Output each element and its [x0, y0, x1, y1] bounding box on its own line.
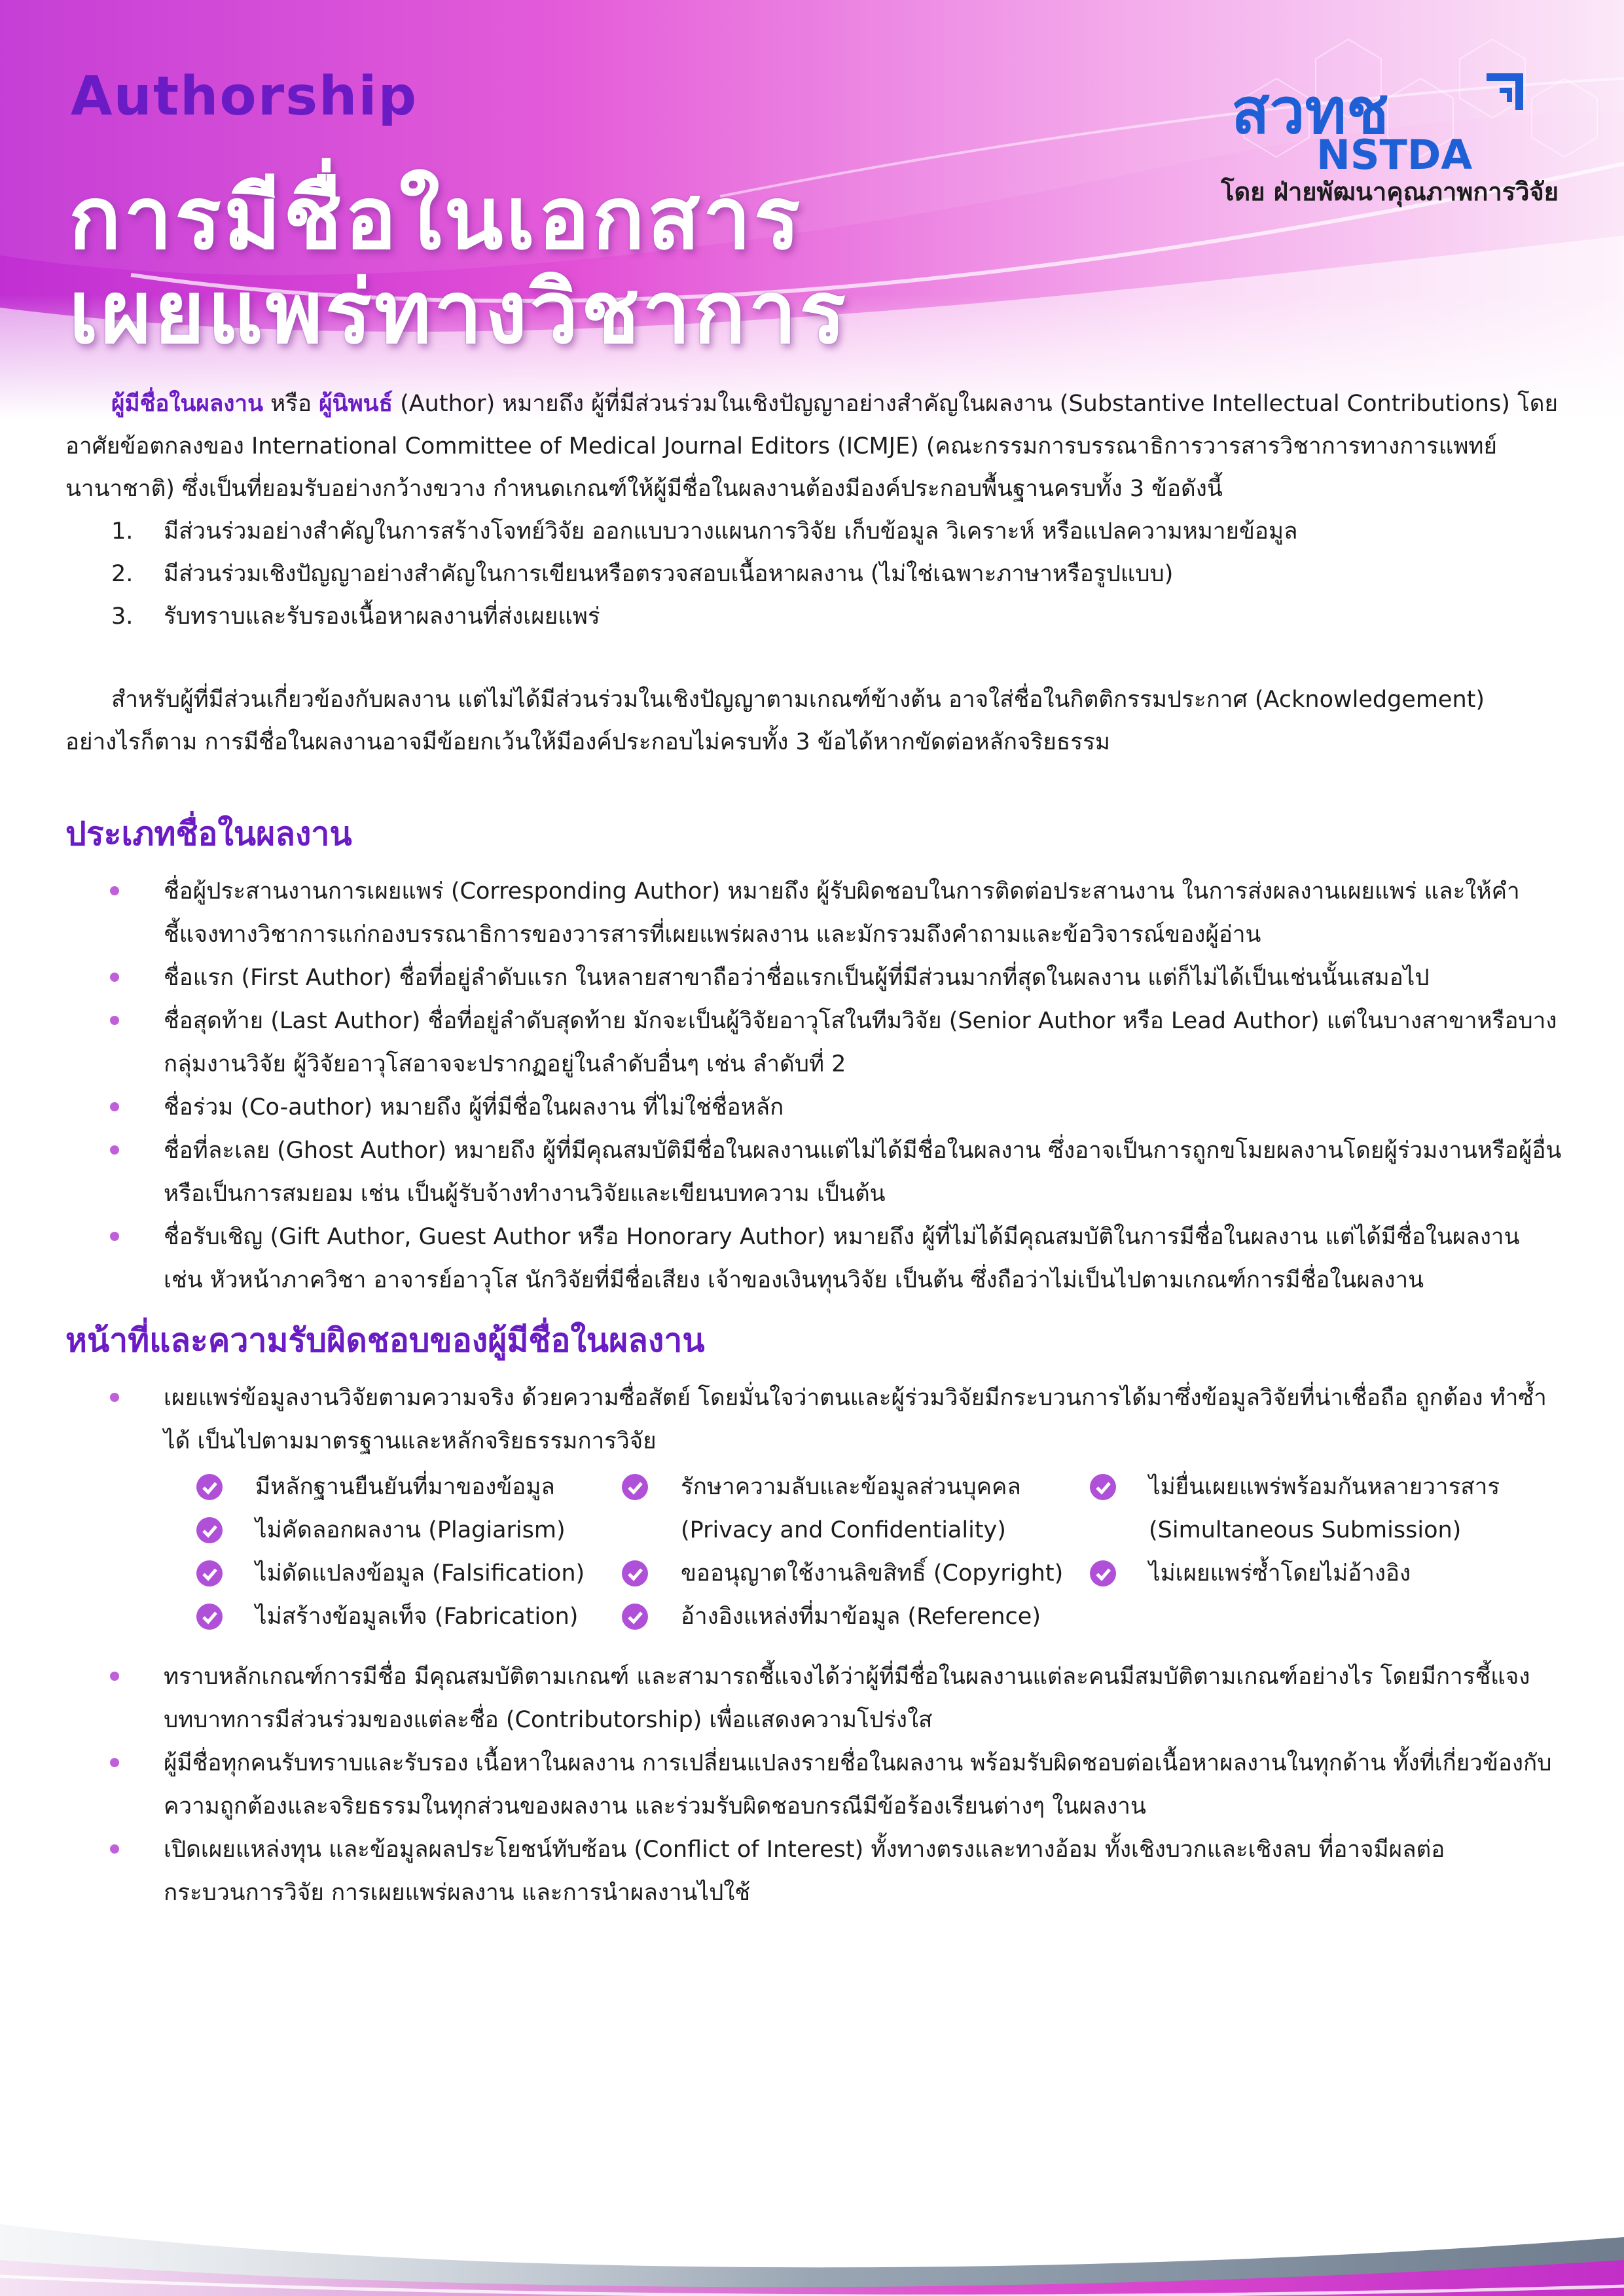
term-author-th: ผู้มีชื่อในผลงาน [111, 391, 263, 417]
check-circle-icon [1090, 1560, 1116, 1587]
content [65, 383, 1564, 1914]
check-item: มีหลักฐานยืนยันที่มาของข้อมูล [196, 1465, 555, 1509]
intro-body: (Author) หมายถึง ผู้ที่มีส่วนร่วมในเชิงปัญญาอย่างสำคัญในผลงาน (Substantive Intellectual Contributions) โดยอาศัยข้อตกลงของ International Committee of Medical Journal Editors (ICMJE) (คณะกรรมการบรรณาธิการวารสารวิชาการทางการแพทย์นานาชาติ) ซึ่งเป็นที่ยอมรับอย่างกว้างขวาง กำหนดเกณฑ์ให้ผู้มีชื่อในผลงานต้องมีองค์ประกอบพื้นฐานครบทั้ง 3 ข้อดังนี้ [65, 391, 1559, 502]
check-circle-icon [1090, 1474, 1116, 1500]
criteria-item: 1. มีส่วนร่วมอย่างสำคัญในการสร้างโจทย์วิจัย ออกแบบวางแผนการวิจัย เก็บข้อมูล วิเคราะห์ หรือแปลความหมายข้อมูล [111, 518, 1298, 545]
criteria-item: 2. มีส่วนร่วมเชิงปัญญาอย่างสำคัญในการเขียนหรือตรวจสอบเนื้อหาผลงาน (ไม่ใช่เฉพาะภาษาหรือรูปแบบ) [111, 561, 1174, 587]
title-th-line2: เผยแพร่ทางวิชาการ [69, 262, 849, 363]
checklist [65, 1465, 1564, 1629]
check-item: รักษาความลับและข้อมูลส่วนบุคคล (Privacy and Confidentiality) [622, 1465, 1021, 1552]
check-item: ไม่เผยแพร่ซ้ำโดยไม่อ้างอิง [1090, 1552, 1411, 1595]
list-item: เผยแพร่ข้อมูลงานวิจัยตามความจริง ด้วยความซื่อสัตย์ โดยมั่นใจว่าตนและผู้ร่วมวิจัยมีกระบวนการได้มาซึ่งข้อมูลวิจัยที่น่าเชื่อถือ ถูกต้อง ทำซ้ำได้ เป็นไปตามมาตรฐานและหลักจริยธรรมการวิจัย [65, 1376, 1564, 1463]
list-item: ชื่อแรก (First Author) ชื่อที่อยู่ลำดับแรก ในหลายสาขาถือว่าชื่อแรกเป็นผู้ที่มีส่วนมากที่สุดในผลงาน แต่ก็ไม่ได้เป็นเช่นนั้นเสมอไป [65, 956, 1564, 999]
list-item: ชื่อร่วม (Co-author) หมายถึง ผู้ที่มีชื่อในผลงาน ที่ไม่ใช่ชื่อหลัก [65, 1086, 1564, 1129]
intro-paragraph [65, 383, 1564, 511]
check-circle-icon [622, 1474, 648, 1500]
title-th-line1: การมีชื่อในเอกสาร [69, 168, 803, 269]
types-list [65, 870, 1564, 1302]
list-item: เปิดเผยแหล่งทุน และข้อมูลผลประโยชน์ทับซ้อน (Conflict of Interest) ทั้งทางตรงและทางอ้อม ทั้งเชิงบวกและเชิงลบ ที่อาจมีผลต่อกระบวนการวิจัย การเผยแพร่ผลงาน และการนำผลงานไปใช้ [65, 1828, 1564, 1914]
organization: โดย ฝ่ายพัฒนาคุณภาพการวิจัย [1221, 177, 1559, 206]
check-circle-icon [622, 1604, 648, 1630]
list-item: ชื่อที่ละเลย (Ghost Author) หมายถึง ผู้ที่มีคุณสมบัติมีชื่อในผลงานแต่ไม่ได้มีชื่อในผลงาน ซึ่งอาจเป็นการถูกขโมยผลงานโดยผู้ร่วมงานหรือผู้อื่นหรือเป็นการสมยอม เช่น เป็นผู้รับจ้างทำงานวิจัยและเขียนบทความ เป็นต้น [65, 1129, 1564, 1215]
title-en: Authorship [71, 65, 418, 128]
footer-decoration [0, 2145, 1624, 2296]
types-heading: ประเภทชื่อในผลงาน [65, 815, 352, 853]
duties-list [65, 1376, 1564, 1463]
check-item: ขออนุญาตใช้งานลิขสิทธิ์ (Copyright) [622, 1552, 1063, 1595]
list-item: ชื่อสุดท้าย (Last Author) ชื่อที่อยู่ลำดับสุดท้าย มักจะเป็นผู้วิจัยอาวุโสในทีมวิจัย (Senior Author หรือ Lead Author) แต่ในบางสาขาหรือบางกลุ่มงานวิจัย ผู้วิจัยอาวุโสอาจจะปรากฏอยู่ในลำดับอื่นๆ เช่น ลำดับที่ 2 [65, 999, 1564, 1086]
logo-en-text: NSTDA [1316, 131, 1473, 179]
list-item: ทราบหลักเกณฑ์การมีชื่อ มีคุณสมบัติตามเกณฑ์ และสามารถชี้แจงได้ว่าผู้ที่มีชื่อในผลงานแต่ละคนมีสมบัติตามเกณฑ์อย่างไร โดยมีการชี้แจงบทบาทการมีส่วนร่วมของแต่ละชื่อ (Contributorship) เพื่อแสดงความโปร่งใส [65, 1655, 1564, 1742]
logo-th-text: สวทช [1231, 75, 1389, 148]
duties-heading: หน้าที่และความรับผิดชอบของผู้มีชื่อในผลงาน [65, 1321, 705, 1359]
list-item: ผู้มีชื่อทุกคนรับทราบและรับรอง เนื้อหาในผลงาน การเปลี่ยนแปลงรายชื่อในผลงาน พร้อมรับผิดชอบต่อเนื้อหาผลงานในทุกด้าน ทั้งที่เกี่ยวข้องกับความถูกต้องและจริยธรรมในทุกส่วนของผลงาน และร่วมรับผิดชอบกรณีมีข้อร้องเรียนต่างๆ ในผลงาน [65, 1742, 1564, 1828]
check-circle-icon [196, 1474, 223, 1500]
check-circle-icon [196, 1604, 223, 1630]
check-item: ไม่ดัดแปลงข้อมูล (Falsification) [196, 1552, 585, 1595]
criteria-item: 3. รับทราบและรับรองเนื้อหาผลงานที่ส่งเผยแพร่ [111, 603, 600, 630]
check-circle-icon [196, 1517, 223, 1543]
check-item: ไม่คัดลอกผลงาน (Plagiarism) [196, 1509, 566, 1552]
duties-list-more [65, 1655, 1564, 1914]
intro-conj: หรือ [263, 391, 319, 417]
list-item: ชื่อรับเชิญ (Gift Author, Guest Author หรือ Honorary Author) หมายถึง ผู้ที่ไม่ได้มีคุณสมบัติในการมีชื่อในผลงาน แต่ได้มีชื่อในผลงาน เช่น หัวหน้าภาควิชา อาจารย์อาวุโส นักวิจัยที่มีชื่อเสียง เจ้าของเงินทุนวิจัย เป็นต้น ซึ่งถือว่าไม่เป็นไปตามเกณฑ์การมีชื่อในผลงาน [65, 1215, 1564, 1302]
note-paragraph: สำหรับผู้ที่มีส่วนเกี่ยวข้องกับผลงาน แต่ไม่ได้มีส่วนร่วมในเชิงปัญญาตามเกณฑ์ข้างต้น อาจใส่ชื่อในกิตติกรรมประกาศ (Acknowledgement) อย่างไรก็ตาม การมีชื่อในผลงานอาจมีข้อยกเว้นให้มีองค์ประกอบไม่ครบทั้ง 3 ข้อได้หากขัดต่อหลักจริยธรรม [65, 687, 1485, 755]
term-author-th-2: ผู้นิพนธ์ [319, 391, 393, 417]
criteria-list [65, 511, 1564, 638]
check-circle-icon [622, 1560, 648, 1587]
check-circle-icon [196, 1560, 223, 1587]
list-item: ชื่อผู้ประสานงานการเผยแพร่ (Corresponding Author) หมายถึง ผู้รับผิดชอบในการติดต่อประสานงาน ในการส่งผลงานเผยแพร่ และให้คำชี้แจงทางวิชาการแก่กองบรรณาธิการของวารสารที่เผยแพร่ผลงาน และมักรวมถึงคำถามและข้อวิจารณ์ของผู้อ่าน [65, 870, 1564, 956]
check-item: อ้างอิงแหล่งที่มาข้อมูล (Reference) [622, 1595, 1041, 1638]
check-item: ไม่สร้างข้อมูลเท็จ (Fabrication) [196, 1595, 578, 1638]
check-item: ไม่ยื่นเผยแพร่พร้อมกันหลายวารสาร (Simultaneous Submission) [1090, 1465, 1500, 1552]
